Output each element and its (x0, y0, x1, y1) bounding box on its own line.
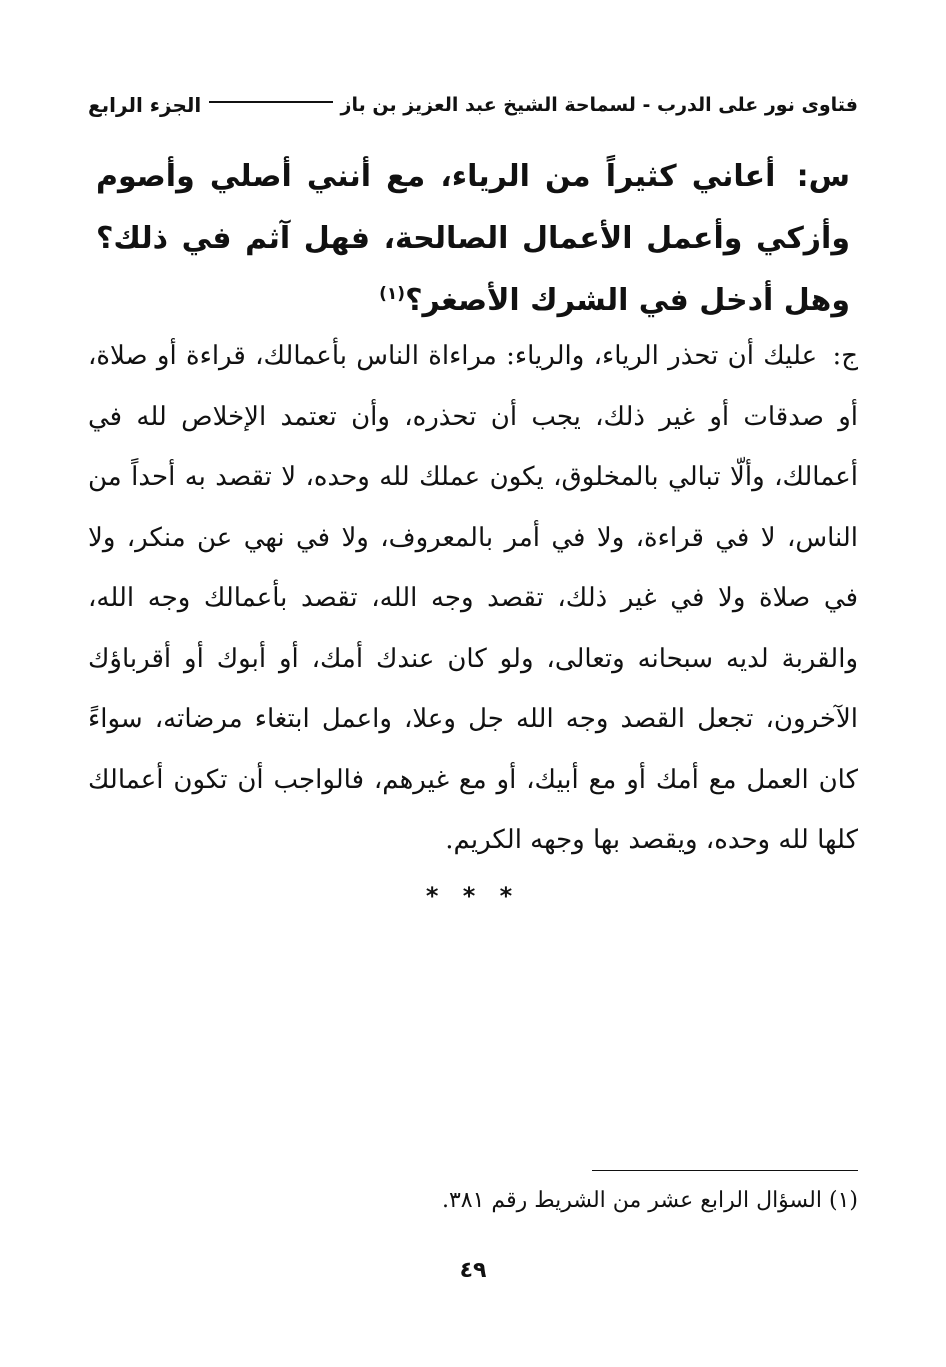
question-text: أعاني كثيراً من الرياء، مع أنني أصلي وأصوم وأزكي وأعمل الأعمال الصالحة، فهل آثم في ذلك؟ وهل أدخل في الشرك الأصغر؟ (96, 159, 850, 318)
running-header-volume: الجزء الرابع (88, 93, 202, 117)
question-block (96, 146, 850, 332)
header-rule (209, 101, 332, 103)
answer-label: ج: (832, 341, 859, 371)
running-header-title: فتاوى نور على الدرب - لسماحة الشيخ عبد العزيز بن باز (340, 94, 858, 116)
question-label: س: (796, 159, 850, 194)
page-number: ٤٩ (459, 1258, 487, 1283)
running-header (88, 88, 858, 122)
footnote-reference: (١) (379, 284, 406, 304)
section-separator: * * * (425, 882, 521, 910)
footnote: (١) السؤال الرابع عشر من الشريط رقم ٣٨١. (441, 1188, 858, 1213)
answer-block (88, 326, 858, 871)
footnote-rule (592, 1170, 858, 1171)
answer-text: عليك أن تحذر الرياء، والرياء: مراءاة الناس بأعمالك، قراءة أو صلاة، أو صدقات أو غير ذلك، يجب أن تحذره، وأن تعتمد الإخلاص لله في أعمالك، وألّا تبالي بالمخلوق، يكون عملك لله وحده، لا تقصد به أحداً من الناس، لا في قراءة، ولا في أمر بالمعروف، ولا في نهي عن منكر، ولا في صلاة ولا في غير ذلك، تقصد وجه الله، تقصد بأعمالك وجه الله، والقربة لديه سبحانه وتعالى، ولو كان عندك أمك، أو أبوك أو أقرباؤك الآخرون، تجعل القصد وجه الله جل وعلا، واعمل ابتغاء مرضاته، سواءً كان العمل مع أمك أو مع أبيك، أو مع غيرهم، فالواجب أن تكون أعمالك كلها لله وحده، ويقصد بها وجهه الكريم. (88, 341, 858, 855)
